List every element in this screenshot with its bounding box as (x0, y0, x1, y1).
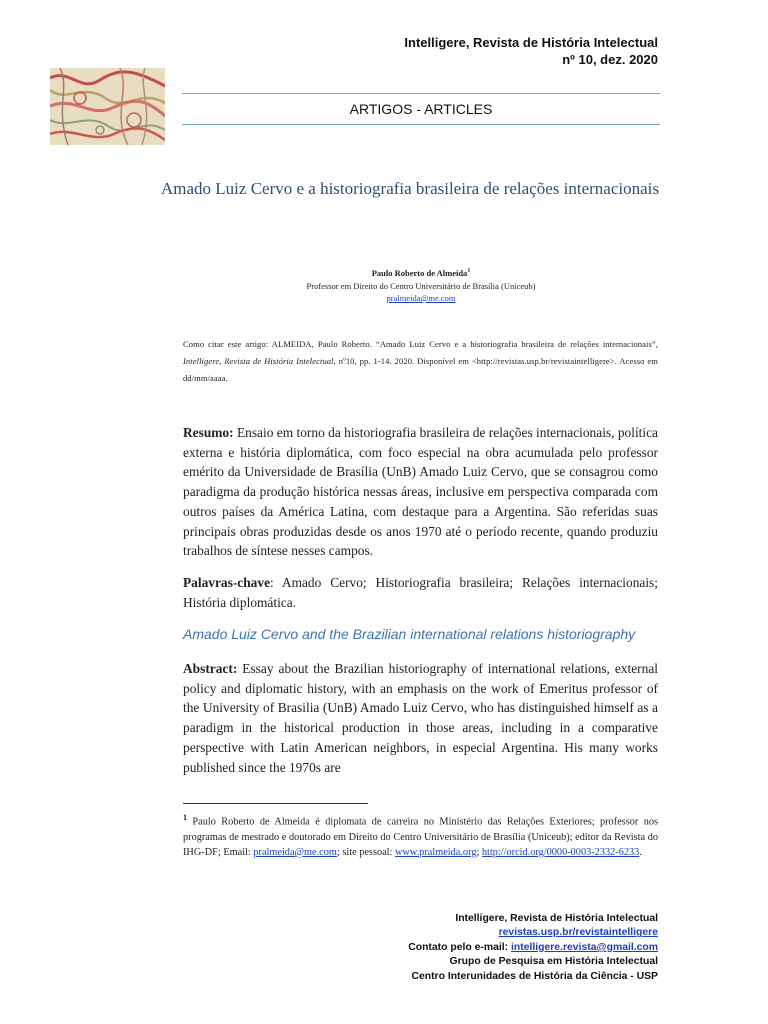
author-footnote-marker[interactable]: 1 (467, 268, 471, 275)
header-rule-bottom (182, 124, 660, 125)
english-title: Amado Luiz Cervo and the Brazilian international relations historiography (183, 626, 636, 642)
keywords-paragraph (183, 573, 658, 612)
footnote-rule (183, 803, 368, 804)
citation-text-start: Como citar este artigo: ALMEIDA, Paulo Roberto. “Amado Luiz Cervo e a historiografia brasileira de relações internacionais”, (183, 339, 658, 349)
header-journal-name: Intelligere, Revista de História Intelectual (404, 35, 658, 50)
footnote (183, 810, 658, 860)
abstract-label: Abstract: (183, 661, 238, 676)
journal-logo-image (50, 68, 165, 145)
footnote-text: Paulo Roberto de Almeida é diplomata de carreira no Ministério das Relações Exteriores; professor nos programas de mestrado e doutorado em Direito do Centro Universitário de Brasília (Uniceub); editor da Revista do IHG-DF; Email: (183, 816, 658, 858)
footnote-site-link[interactable]: www.pralmeida.org (394, 846, 477, 858)
footnote-separator: ; (476, 846, 482, 858)
author-name (182, 268, 660, 278)
abstract-text: Essay about the Brazilian historiography of international relations, external policy and diplomatic history, with an emphasis on the work of Emeritus professor of the University of Brasilia (UnB) Amado Luiz Cervo, who has distinguished himself as a paradigm in the historical production in those areas, including in a comparative perspective with Latin American neighbors, in especial Argentina. His many works published since the 1970s are (183, 661, 658, 775)
author-affiliation: Professor em Direito do Centro Universitário de Brasília (Uniceub) (306, 281, 536, 291)
footnote-end: . (639, 846, 642, 858)
article-title: Amado Luiz Cervo e a historiografia brasileira de relações internacionais (161, 179, 659, 198)
footer-contact (408, 941, 658, 955)
resumo-text: Ensaio em torno da historiografia brasileira de relações internacionais, política externa e história diplomática, com foco especial na obra acumulada pelo professor emérito da Universidade de Brasília (UnB) Amado Luiz Cervo, que se consagrou como paradigma da produção histórica nessas áreas, inclusive em perspectiva comparada com outros países da América Latina, com destaque para a Argentina. São referidas suas principais obras produzidas desde os anos 1970 até o período recente, quando produziu trabalhos de síntese nesses campos. (183, 425, 658, 559)
footer-center: Centro Interunidades de História da Ciência - USP (411, 970, 658, 982)
resumo-paragraph (183, 423, 658, 561)
resumo-label: Resumo: (183, 425, 234, 440)
footnote-marker: 1 (183, 813, 187, 822)
footer-group: Grupo de Pesquisa em História Intelectual (449, 956, 658, 968)
footnote-email-link[interactable]: pralmeida@me.com (253, 846, 337, 858)
citation-note (183, 336, 658, 387)
section-title: ARTIGOS - ARTICLES (349, 101, 493, 117)
footer-url-link[interactable]: revistas.usp.br/revistaintelligere (498, 927, 658, 939)
header-issue: nº 10, dez. 2020 (562, 52, 658, 67)
footer-journal: Intelligere, Revista de História Intelectual (455, 913, 658, 924)
header-rule-top (182, 93, 660, 94)
marbled-paper-logo-icon (50, 68, 165, 145)
footnote-site-label: ; site pessoal: (336, 846, 395, 858)
footnote-orcid-link[interactable]: http://orcid.org/0000-0003-2332-6233 (481, 846, 640, 858)
citation-text-end: , nº10, pp. 1-14. 2020. Disponível em <http://revistas.usp.br/revistaintelligere>. Acesso em dd/mm/aaaa. (183, 356, 658, 383)
abstract-paragraph (183, 659, 658, 777)
author-name-text: Paulo Roberto de Almeida (371, 268, 468, 278)
footer-contact-label: Contato pelo e-mail: (408, 941, 511, 953)
citation-journal: Intelligere, Revista de História Intelectual (183, 356, 334, 366)
author-email-link[interactable]: pralmeida@me.com (386, 293, 456, 303)
keywords-label: Palavras-chave (183, 575, 271, 590)
keywords-text: : Amado Cervo; Historiografia brasileira; Relações internacionais; História diplomática. (183, 575, 658, 610)
page-footer (408, 912, 658, 984)
footer-contact-email-link[interactable]: intelligere.revista@gmail.com (511, 941, 658, 953)
